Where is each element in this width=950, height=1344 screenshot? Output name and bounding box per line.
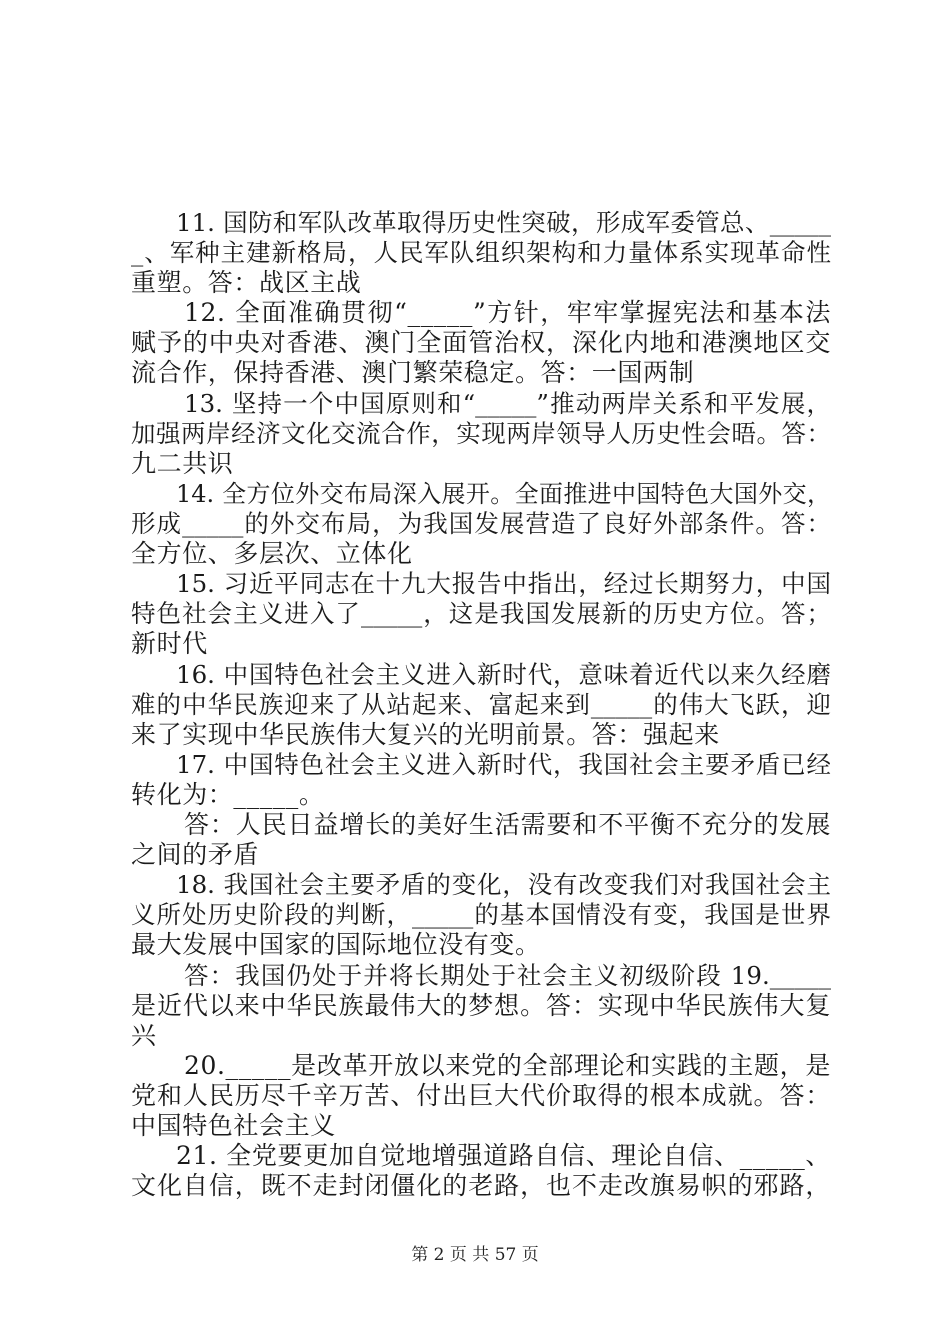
text-line: 流合作，保持香港、澳门繁荣稳定。答：一国两制 [131,358,695,387]
text-line: 来了实现中华民族伟大复兴的光明前景。答：强起来 [131,720,720,749]
text-line: 21. 全党要更加自觉地增强道路自信、理论自信、_____、 [176,1141,831,1170]
text-line: 答：我国仍处于并将长期处于社会主义初级阶段 19._____ [184,961,831,990]
text-line: 12. 全面准确贯彻“_____”方针，牢牢掌握宪法和基本法 [184,298,831,327]
text-line: 答：人民日益增长的美好生活需要和不平衡不充分的发展 [184,810,831,839]
text-line: 16. 中国特色社会主义进入新时代，意味着近代以来久经磨 [176,660,831,689]
page-number-footer: 第 2 页 共 57 页 [411,1245,539,1265]
text-line: 文化自信，既不走封闭僵化的老路，也不走改旗易帜的邪路， [131,1171,831,1200]
text-line: 之间的矛盾 [131,840,260,869]
text-line: 九二共识 [131,449,234,478]
text-line: 赋予的中央对香港、澳门全面管治权，深化内地和港澳地区交 [131,328,831,357]
text-line: 党和人民历尽千辛万苦、付出巨大代价取得的根本成就。答： [131,1081,831,1110]
text-line: 15. 习近平同志在十九大报告中指出，经过长期努力，中国 [176,569,831,598]
text-line: 最大发展中国家的国际地位没有变。 [131,930,541,959]
text-line: 14. 全方位外交布局深入展开。全面推进中国特色大国外交， [176,480,831,508]
text-line: 新时代 [131,629,208,658]
text-line: 兴 [131,1021,157,1050]
text-line: 是近代以来中华民族最伟大的梦想。答：实现中华民族伟大复 [131,991,831,1020]
text-line: 20._____是改革开放以来党的全部理论和实践的主题，是 [184,1051,831,1080]
text-line: 难的中华民族迎来了从站起来、富起来到_____的伟大飞跃，迎 [131,690,831,719]
text-line: 13. 坚持一个中国原则和“_____”推动两岸关系和平发展， [184,389,831,418]
text-line: 全方位、多层次、立体化 [131,539,413,568]
text-line: 加强两岸经济文化交流合作，实现两岸领导人历史性会晤。答： [131,419,831,448]
text-line: 11. 国防和军队改革取得历史性突破，形成军委管总、_____ [176,208,831,237]
text-line: 重塑。答：战区主战 [131,268,362,297]
text-line: 义所处历史阶段的判断，_____的基本国情没有变，我国是世界 [131,900,831,929]
text-line: 转化为：_____。 [131,780,325,809]
text-line: _、军种主建新格局，人民军队组织架构和力量体系实现革命性 [131,238,831,267]
text-line: 17. 中国特色社会主义进入新时代，我国社会主要矛盾已经 [176,750,831,779]
text-line: 中国特色社会主义 [131,1111,336,1140]
text-line: 18. 我国社会主要矛盾的变化，没有改变我们对我国社会主 [176,870,831,899]
text-line: 特色社会主义进入了_____，这是我国发展新的历史方位。答； [131,599,831,628]
text-line: 形成_____的外交布局，为我国发展营造了良好外部条件。答： [131,509,831,538]
